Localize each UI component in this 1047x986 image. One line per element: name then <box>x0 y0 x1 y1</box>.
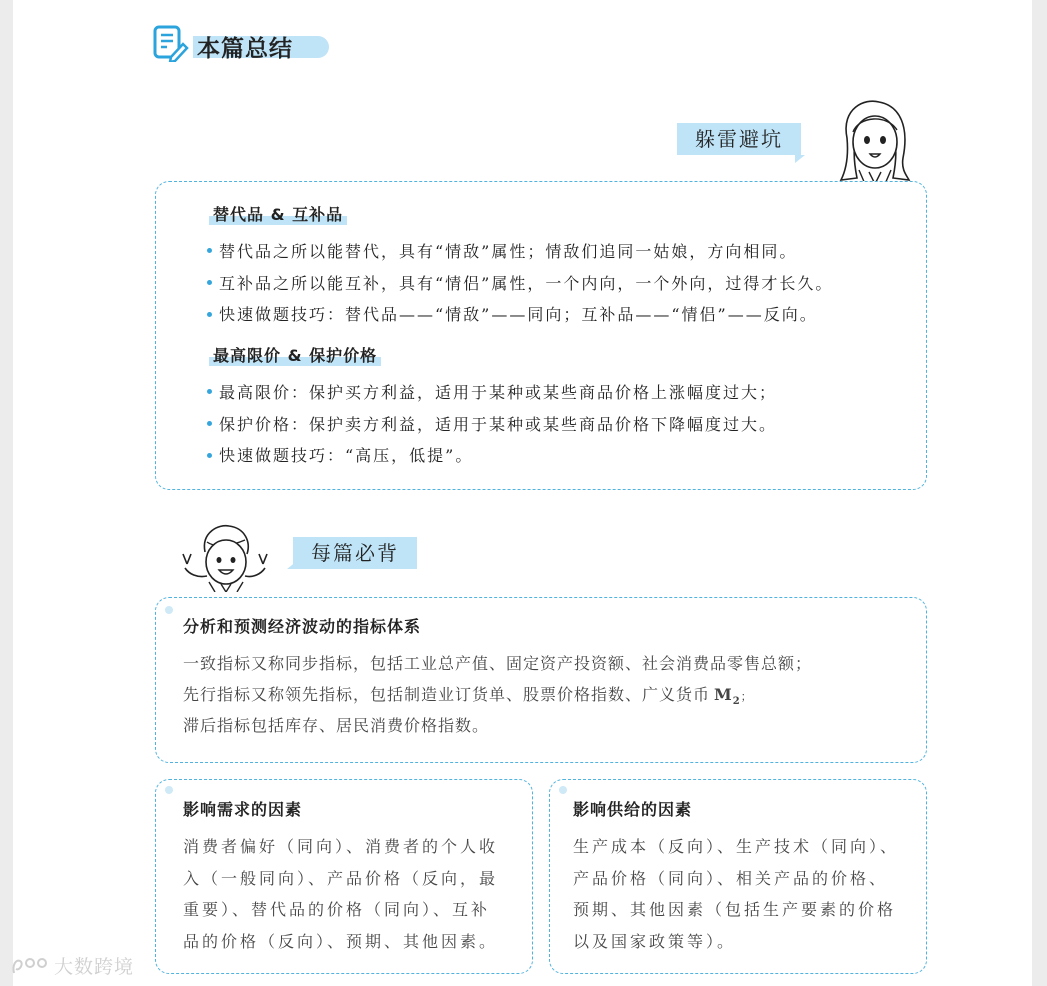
section-heading-price-controls: 最高限价 & 保护价格 <box>213 343 377 366</box>
bullet-dot <box>207 280 212 285</box>
demand-line: 入（一般同向）、产品价格（反向，最 <box>183 869 499 888</box>
demand-line: 品的价格（反向）、预期、其他因素。 <box>183 932 499 951</box>
indicators-line: 一致指标又称同步指标，包括工业总产值、固定资产投资额、社会消费品零售总额； <box>183 654 813 673</box>
bullet-dot <box>207 312 212 317</box>
demand-line: 消费者偏好（同向）、消费者的个人收 <box>183 837 499 856</box>
bullet-dot <box>207 389 212 394</box>
indicators-title: 分析和预测经济波动的指标体系 <box>183 617 422 636</box>
indicators-line: 滞后指标包括库存、居民消费价格指数。 <box>183 716 490 735</box>
money-supply-symbol: $M_2$ <box>714 685 741 708</box>
notes-icon <box>153 24 189 62</box>
demand-line: 重要）、替代品的价格（同向）、互补 <box>183 900 491 919</box>
watermark-text: 大数跨境 <box>54 956 135 978</box>
bullet-dot <box>207 453 212 458</box>
bullet-dot <box>207 248 212 253</box>
section-heading-substitutes: 替代品 & 互补品 <box>213 202 343 225</box>
supply-line: 生产成本（反向）、生产技术（同向）、 <box>573 837 900 856</box>
card-dot <box>165 606 173 614</box>
supply-title: 影响供给的因素 <box>573 800 693 819</box>
girl-character <box>835 98 915 184</box>
indicators-line-text: 先行指标又称领先指标，包括制造业订货单、股票价格指数、广义货币 <box>183 685 711 704</box>
bullet-item: 保护价格：保护卖方利益，适用于某种或某些商品价格下降幅度过大。 <box>219 415 778 434</box>
watermark <box>10 952 134 979</box>
supply-line: 预期、其他因素（包括生产要素的价格 <box>573 900 897 919</box>
demand-title: 影响需求的因素 <box>183 800 303 819</box>
supply-line: 以及国家政策等）。 <box>573 932 737 951</box>
card-dot <box>559 786 567 794</box>
tag-pitfalls: 躲雷避坑 <box>677 123 801 155</box>
bullet-item: 快速做题技巧：替代品——“情敌”——同向；互补品——“情侣”——反向。 <box>219 305 818 324</box>
bullet-dot <box>207 421 212 426</box>
bullet-item: 快速做题技巧：“高压，低提”。 <box>219 446 474 465</box>
indicators-line-money: 先行指标又称领先指标，包括制造业订货单、股票价格指数、广义货币 $M_2$； <box>183 685 753 708</box>
summary-header <box>153 24 353 64</box>
watermark-logo-icon <box>10 955 50 977</box>
card-dot <box>165 786 173 794</box>
supply-line: 产品价格（同向）、相关产品的价格、 <box>573 869 889 888</box>
bullet-item: 最高限价：保护买方利益，适用于某种或某些商品价格上涨幅度过大； <box>219 383 778 402</box>
bullet-item: 互补品之所以能互补，具有“情侣”属性，一个内向，一个外向，过得才长久。 <box>219 274 834 293</box>
boy-character <box>179 524 271 592</box>
page-title: 本篇总结 <box>197 36 293 62</box>
tag-memorize: 每篇必背 <box>293 537 417 569</box>
document-page <box>13 0 1032 986</box>
bullet-item: 替代品之所以能替代，具有“情敌”属性；情敌们追同一姑娘，方向相同。 <box>219 242 798 261</box>
